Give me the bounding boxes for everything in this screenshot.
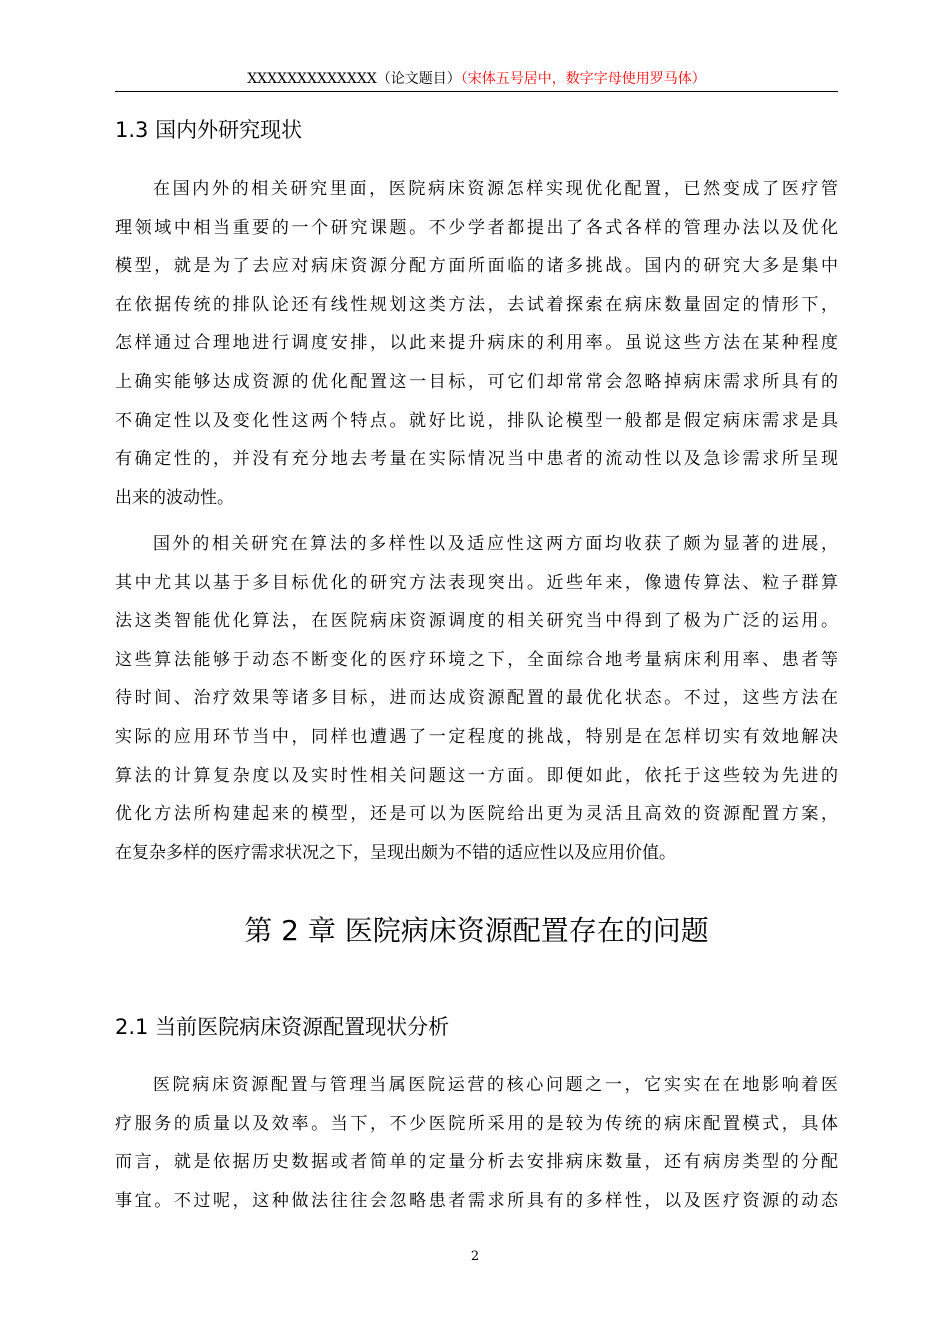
- text-line: 算法的计算复杂度以及实时性相关问题这一方面。即便如此，依托于这些较为先进的: [115, 765, 838, 786]
- paragraph-domestic-research: [115, 170, 838, 517]
- paragraph-foreign-research: [115, 525, 838, 872]
- text-line: 而言，就是依据历史数据或者简单的定量分析去安排病床数量，还有病房类型的分配: [115, 1152, 838, 1173]
- header-thesis-title: XXXXXXXXXXXXX（论文题目）: [247, 71, 461, 87]
- text-line: 这些算法能够于动态不断变化的医疗环境之下，全面综合地考量病床利用率、患者等: [115, 649, 838, 670]
- text-line: 模型，就是为了去应对病床资源分配方面所面临的诸多挑战。国内的研究大多是集中: [115, 256, 838, 277]
- header-format-note: （宋体五号居中，数字字母使用罗马体）: [460, 71, 706, 87]
- text-line: 在国内外的相关研究里面，医院病床资源怎样实现优化配置，已然变成了医疗管: [153, 179, 838, 199]
- text-line: 不确定性以及变化性这两个特点。就好比说，排队论模型一般都是假定病床需求是具: [115, 410, 838, 431]
- text-line: 实际的应用环节当中，同样也遭遇了一定程度的挑战，特别是在怎样切实有效地解决: [115, 726, 838, 747]
- text-line: 上确实能够达成资源的优化配置这一目标，可它们却常常会忽略掉病床需求所具有的: [115, 371, 838, 392]
- text-line: 疗服务的质量以及效率。当下，不少医院所采用的是较为传统的病床配置模式，具体: [115, 1113, 838, 1134]
- section-heading-2-1: 2.1 当前医院病床资源配置现状分析: [115, 1015, 450, 1039]
- text-line: 出来的波动性。: [115, 487, 234, 508]
- text-line: 事宜。不过呢，这种做法往往会忽略患者需求所具有的多样性，以及医疗资源的动态: [115, 1190, 838, 1211]
- text-line: 怎样通过合理地进行调度安排，以此来提升病床的利用率。虽说这些方法在某种程度: [115, 333, 838, 354]
- running-header: [115, 69, 838, 92]
- text-line: 医院病床资源配置与管理当属医院运营的核心问题之一，它实实在在地影响着医: [153, 1075, 838, 1095]
- text-line: 有确定性的，并没有充分地去考量在实际情况当中患者的流动性以及急诊需求所呈现: [115, 449, 838, 470]
- text-line: 在依据传统的排队论还有线性规划这类方法，去试着探索在病床数量固定的情形下，: [115, 294, 838, 315]
- section-heading-1-3: 1.3 国内外研究现状: [115, 118, 303, 142]
- paragraph-current-status: [115, 1066, 838, 1220]
- text-line: 其中尤其以基于多目标优化的研究方法表现突出。近些年来，像遗传算法、粒子群算: [115, 572, 838, 593]
- page-number: 2: [470, 1249, 480, 1264]
- chapter-heading-2: 第 2 章 医院病床资源配置存在的问题: [244, 914, 709, 947]
- text-line: 法这类智能优化算法，在医院病床资源调度的相关研究当中得到了极为广泛的运用。: [115, 611, 838, 632]
- text-line: 优化方法所构建起来的模型，还是可以为医院给出更为灵活且高效的资源配置方案，: [115, 804, 838, 825]
- text-line: 国外的相关研究在算法的多样性以及适应性这两方面均收获了颇为显著的进展，: [153, 534, 838, 554]
- text-line: 在复杂多样的医疗需求状况之下，呈现出颇为不错的适应性以及应用价值。: [115, 842, 676, 863]
- text-line: 理领域中相当重要的一个研究课题。不少学者都提出了各式各样的管理办法以及优化: [115, 217, 838, 238]
- text-line: 待时间、治疗效果等诸多目标，进而达成资源配置的最优化状态。不过，这些方法在: [115, 688, 838, 709]
